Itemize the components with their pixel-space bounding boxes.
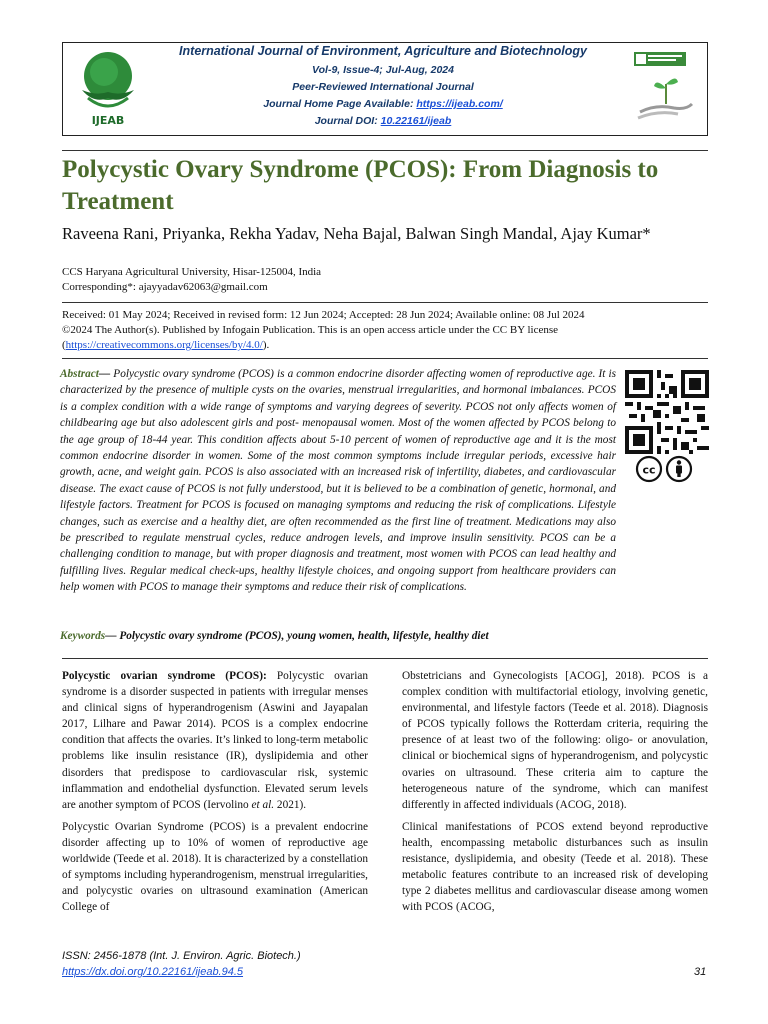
peer-review-line: Peer-Reviewed International Journal <box>292 81 474 93</box>
homepage-line <box>150 98 616 110</box>
paragraph: Clinical manifestations of PCOS extend beyond reproductive health, encompassing metabolic disturbances such as insulin resistance, dyslipidemia, and obesity (Teede et al. 2018). These metabolic features contribute to an increased risk of developing type 2 diabetes mellitus and cardiovascular disease among women with PCOS (ACOG, <box>402 820 708 914</box>
abstract-label: Abstract <box>60 368 99 380</box>
article-dates: Received: 01 May 2024; Received in revised form: 12 Jun 2024; Accepted: 28 Jun 2024; Available online: 08 Jul 2024 <box>62 309 585 321</box>
copyright-line: ©2024 The Author(s). Published by Infogain Publication. This is an open access article under the CC BY license <box>62 324 559 336</box>
keywords-list: Polycystic ovary syndrome (PCOS), young women, health, lifestyle, healthy diet <box>119 630 489 642</box>
journal-cover-icon <box>630 48 700 128</box>
license-line <box>62 338 269 353</box>
cc-label: cc <box>642 463 656 477</box>
footer-issn: ISSN: 2456-1878 (Int. J. Environ. Agric. Biotech.) <box>62 950 301 962</box>
paragraph: Polycystic Ovarian Syndrome (PCOS) is a prevalent endocrine disorder affecting up to 10% of women of reproductive age worldwide (Teede et al. 2018). It is characterized by a constellation of symptoms including hyperandrogenism, menstrual irregularities, and polycystic ovaries on ultrasound examination (American College of <box>62 820 368 914</box>
journal-name: International Journal of Environment, Agriculture and Biotechnology <box>179 44 587 58</box>
section-lead: Polycystic ovarian syndrome (PCOS): <box>62 670 267 682</box>
article-title: Polycystic Ovary Syndrome (PCOS): From Diagnosis to Treatment <box>62 156 659 215</box>
divider <box>62 302 708 303</box>
homepage-label: Journal Home Page Available: <box>263 98 417 110</box>
left-column <box>62 668 368 921</box>
qr-code-icon[interactable] <box>624 370 710 454</box>
journal-logo-icon <box>70 46 146 130</box>
divider <box>62 658 708 659</box>
logo-lettering: IJEAB <box>91 114 125 127</box>
journal-doi-link[interactable]: 10.22161/ijeab <box>380 115 452 127</box>
paragraph-text-end: 2021). <box>274 798 307 811</box>
divider <box>62 358 708 359</box>
license-close: ). <box>262 339 270 351</box>
paragraph-text: Polycystic ovarian syndrome is a disorder suspected in patients with irregular menses and clinical signs of hyperandrogenism (Aswini and Jayapalan 2017, Lilhare and Pawar 2014). PCOS is a complex endocrine condition that affects the ovaries. It’s linked to long-term metabolic problems like insulin resistance (IR), dyslipidemia and other disorders that predispose to cardiovascular risk, systemic inflammation and endothelial dysfunction. Elevated serum levels are another symptom of PCOS (Iervolino <box>62 670 368 811</box>
abstract-dash: — <box>98 368 114 380</box>
license-open: ( <box>62 339 66 351</box>
footer-doi-link[interactable]: https://dx.doi.org/10.22161/ijeab.94.5 <box>62 966 244 978</box>
affiliation: CCS Haryana Agricultural University, Hisar-125004, India <box>62 266 322 278</box>
author-list: Raveena Rani, Priyanka, Rekha Yadav, Neha Bajal, Balwan Singh Mandal, Ajay Kumar* <box>62 224 651 243</box>
abstract <box>60 366 616 596</box>
license-link[interactable]: https://creativecommons.org/licenses/by/4.0/ <box>65 339 263 351</box>
keywords-label: Keywords <box>60 630 106 642</box>
title-rule <box>62 150 708 151</box>
paragraph <box>62 668 368 813</box>
homepage-link[interactable]: https://ijeab.com/ <box>416 98 503 110</box>
keywords <box>60 630 660 642</box>
page-number: 31 <box>694 966 707 978</box>
right-column <box>402 668 708 921</box>
journal-doi-line <box>150 115 616 127</box>
volume-line: Vol-9, Issue-4; Jul-Aug, 2024 <box>312 64 454 76</box>
doi-label: Journal DOI: <box>314 115 381 127</box>
corresponding-author: Corresponding*: ajayyadav62063@gmail.com <box>62 281 268 293</box>
et-al: et al. <box>251 798 275 811</box>
abstract-text: Polycystic ovary syndrome (PCOS) is a common endocrine disorder affecting women of reproductive age. It is characterized by the presence of multiple cysts on the ovaries, menstrual irregularities, and hormonal imbalances. PCOS is a complex condition with a wide range of symptoms and varying degrees of severity. PCOS not only affects women of childbearing age but also adolescent girls and post- menopausal women. Most of the women affected by PCOS belong to the age group of 18-44 year. This condition affects about 5-10 percent of women of reproductive age and it is the most common endocrine disorder in women. Some of the most common symptoms include irregular periods, excessive hair growth, acne, and weight gain. PCOS is also associated with an increased risk of infertility, diabetes, and cardiovascular disease. The exact cause of PCOS is not fully understood, but it is believed to be a combination of genetic, hormonal, and lifestyle factors. Treatment for PCOS is focused on managing symptoms and reducing the risk of complications. Lifestyle changes, such as exercise and a healthy diet, are often recommended as the first line of treatment. Medications may also be prescribed to regulate menstrual cycles, reduce androgen levels, and improve insulin sensitivity. PCOS can be a challenging condition to manage, but with proper diagnosis and treatment, most women with PCOS can lead healthy and fulfilling lives. Regular medical check-ups, healthy lifestyle choices, and ongoing support from healthcare providers can help women with PCOS to manage their symptoms and reduce their risk of complications. <box>60 368 617 594</box>
paragraph: Obstetricians and Gynecologists [ACOG], 2018). PCOS is a complex condition with multifactorial etiology, involving genetic, environmental, and lifestyle factors (Teede et al. 2018). Diagnosis of PCOS typically follows the Rotterdam criteria, requiring the presence of at least two of the following: oligo- or anovulation, clinical or biochemical signs of hyperandrogenism, and polycystic ovaries on ultrasound. These criteria aim to capture the heterogeneous nature of the syndrome, which can manifest differently in affected individuals (ACOG, 2018). <box>402 670 708 811</box>
cc-by-license-icon[interactable] <box>634 455 696 483</box>
keywords-dash: — <box>105 630 120 642</box>
